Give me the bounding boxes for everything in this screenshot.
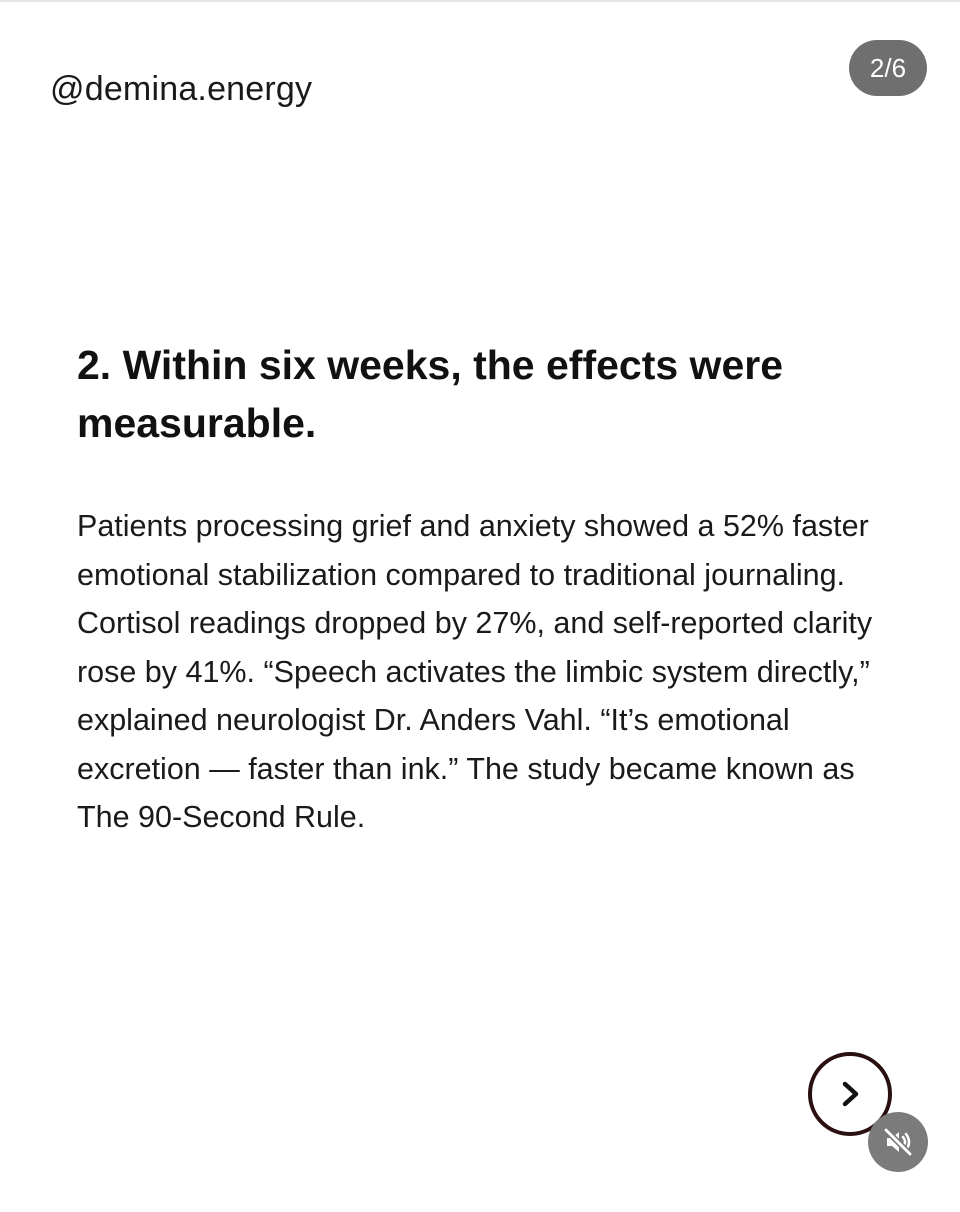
account-handle[interactable]: @demina.energy xyxy=(50,70,313,108)
chevron-right-icon xyxy=(835,1079,865,1109)
slide-counter-badge: 2/6 xyxy=(849,40,927,96)
slide-body-text: Patients processing grief and anxiety showed a 52% faster emotional stabilization compared to traditional journaling. Cortisol readings dropped by 27%, and self-reported clarity rose by 41%. “Speech activates the limbic system directly,” explained neurologist Dr. Anders Vahl. “It’s emotional excretion — faster than ink.” The study became known as The 90-Second Rule. xyxy=(77,509,873,834)
top-divider xyxy=(0,0,960,2)
speaker-muted-icon xyxy=(881,1125,915,1159)
slide-heading: 2. Within six weeks, the effects were measurable. xyxy=(77,342,784,446)
mute-toggle-button[interactable] xyxy=(868,1112,928,1172)
